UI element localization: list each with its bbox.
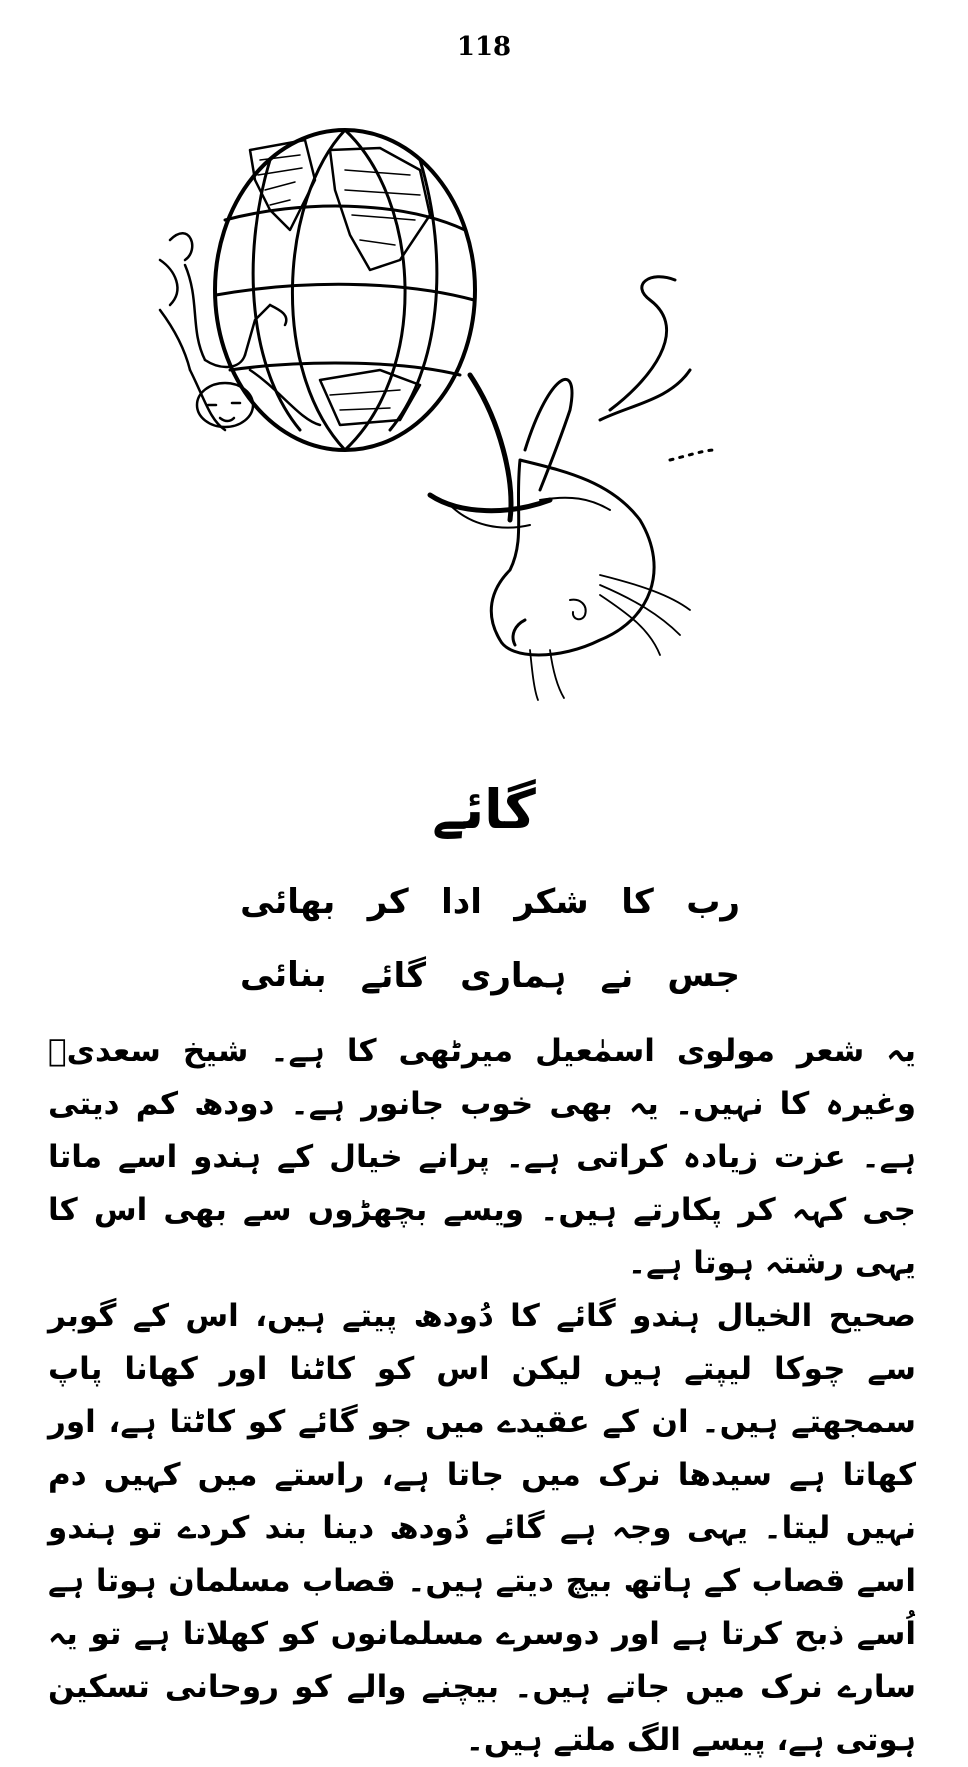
cow-drawing [430, 277, 715, 700]
couplet-word: نے [600, 956, 634, 996]
page-number: 118 [456, 32, 512, 62]
couplet-word: جس [667, 955, 740, 995]
couplet-line-2 [240, 955, 740, 996]
couplet-word: رب [686, 882, 740, 922]
couplet-word: ہماری [460, 956, 567, 996]
paragraph: صحیح الخیال ہندو گائے کا دُودھ پیتے ہیں، اس کے گوبر سے چوکا لیپتے ہیں لیکن اس کو کاٹنا اور کھانا پاپ سمجھتے ہیں۔ ان کے عقیدے میں جو گائے کو کاٹتا ہے، اور کھاتا ہے سیدھا نرک میں جاتا ہے، راستے میں کہیں دم نہیں لیتا۔ یہی وجہ ہے گائے دُودھ دینا بند کردے تو ہندو اسے قصاب کے ہاتھ بیچ دیتے ہیں۔ قصاب مسلمان ہوتا ہے اُسے ذبح کرتا ہے اور دوسرے مسلمانوں کو کھلاتا ہے تو یہ سارے نرک میں جاتے ہیں۔ بیچنے والے کو روحانی تسکین ہوتی ہے، پیسے الگ ملتے ہیں۔ [48, 1298, 916, 1758]
couplet-word: بھائی [240, 882, 336, 922]
paragraph: یہ شعر مولوی اسمٰعیل میرٹھی کا ہے۔ شیخ سعدیؒ وغیرہ کا نہیں۔ یہ بھی خوب جانور ہے۔ دودھ کم دیتی ہے۔ عزت زیادہ کراتی ہے۔ پرانے خیال کے ہندو اسے ماتا جی کہہ کر پکارتے ہیں۔ ویسے بچھڑوں سے بھی اس کا یہی رشتہ ہوتا ہے۔ [48, 1033, 916, 1281]
couplet-word: بنائی [240, 955, 327, 995]
cow-globe-illustration [130, 120, 750, 760]
couplet-word: گائے [360, 956, 426, 996]
couplet-word: کر [367, 882, 409, 922]
article-body [48, 1025, 916, 1767]
couplet-word: ادا [441, 882, 482, 922]
couplet-line-1 [240, 882, 740, 922]
article-title: گائے [432, 778, 536, 841]
couplet-word: کا [621, 882, 654, 922]
couplet-word: شکر [514, 882, 589, 922]
